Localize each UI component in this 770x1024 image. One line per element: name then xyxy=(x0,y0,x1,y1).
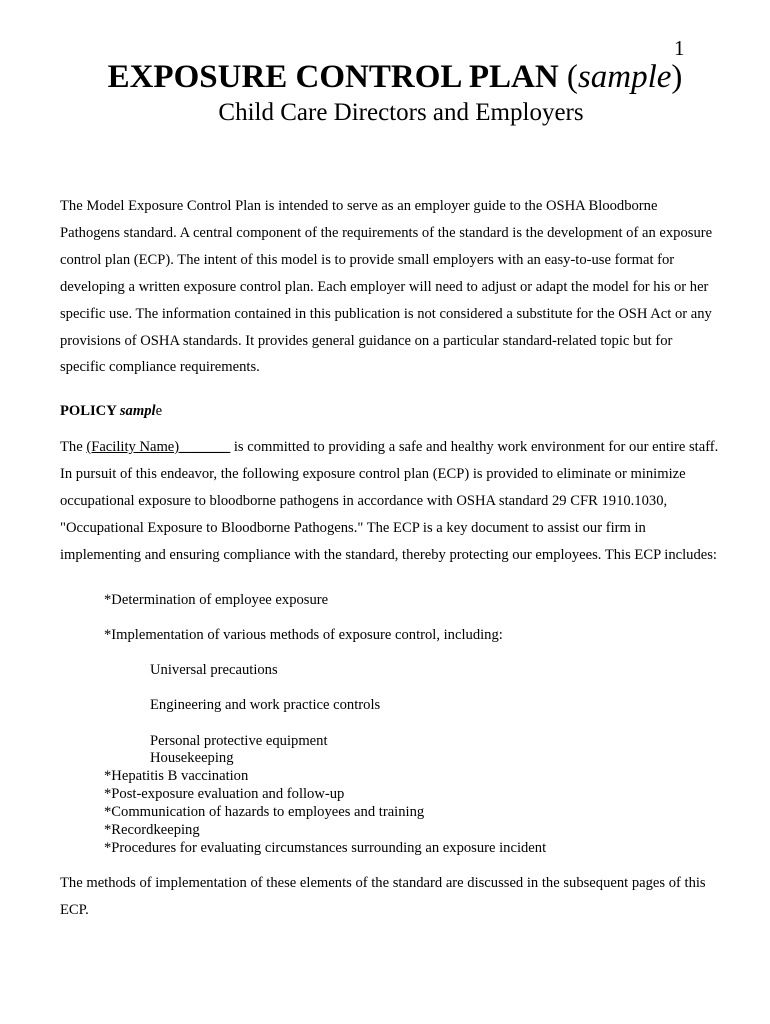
policy-line: The (Facility Name)_______ is committed to providing a safe and healthy work environment for our entire staff. xyxy=(60,439,719,455)
policy-line: "Occupational Exposure to Bloodborne Pathogens." The ECP is a key document to assist our firm in xyxy=(60,519,646,536)
intro-line: provisions of OSHA standards. It provides general guidance on a particular standard-related topic but for xyxy=(60,332,673,349)
facility-name-blank: (Facility Name)_______ xyxy=(86,439,231,455)
ecp-item-procedures: *Procedures for evaluating circumstances surrounding an exposure incident xyxy=(104,840,547,856)
ecp-subitem-engineering-controls: Engineering and work practice controls xyxy=(150,697,381,713)
policy-line: implementing and ensuring compliance with the standard, thereby protecting our employees. This ECP includes: xyxy=(60,546,717,563)
ecp-item-hepatitis-b: *Hepatitis B vaccination xyxy=(104,768,249,784)
intro-line: developing a written exposure control plan. Each employer will need to adjust or adapt the model for his or her xyxy=(60,278,709,295)
intro-line: specific use. The information contained in this publication is not considered a substitute for the OSH Act or any xyxy=(60,305,712,322)
policy-paragraph xyxy=(60,434,750,569)
closing-line: ECP. xyxy=(60,901,89,918)
ecp-subitem-universal-precautions: Universal precautions xyxy=(150,662,278,678)
policy-line: In pursuit of this endeavor, the following exposure control plan (ECP) is provided to eliminate or minimize xyxy=(60,465,686,482)
title-sample-word: sample xyxy=(577,59,672,95)
intro-line: specific compliance requirements. xyxy=(60,359,260,376)
intro-line: control plan (ECP). The intent of this model is to provide small employers with an easy-to-use format for xyxy=(60,251,675,268)
ecp-item-determination: *Determination of employee exposure xyxy=(104,592,329,608)
intro-paragraph xyxy=(60,193,750,381)
ecp-subitem-housekeeping: Housekeeping xyxy=(150,750,234,766)
closing-line: The methods of implementation of these elements of the standard are discussed in the subsequent pages of this xyxy=(60,875,706,891)
document-title xyxy=(0,58,770,96)
policy-heading: POLICY sample xyxy=(60,403,163,419)
ecp-item-post-exposure: *Post-exposure evaluation and follow-up xyxy=(104,786,345,802)
policy-line: occupational exposure to bloodborne pathogens in accordance with OSHA standard 29 CFR 1910.1030, xyxy=(60,492,668,509)
title-main: EXPOSURE CONTROL PLAN xyxy=(107,59,559,95)
ecp-item-communication: *Communication of hazards to employees and training xyxy=(104,804,425,820)
title-sample-qualifier: (sample) xyxy=(558,59,683,95)
ecp-item-recordkeeping: *Recordkeeping xyxy=(104,822,200,838)
intro-line: Pathogens standard. A central component of the requirements of the standard is the development of an exposure xyxy=(60,224,713,241)
page-number: 1 xyxy=(674,36,685,60)
document-subtitle: Child Care Directors and Employers xyxy=(218,99,584,126)
ecp-subitem-ppe: Personal protective equipment xyxy=(150,733,328,749)
ecp-item-implementation: *Implementation of various methods of exposure control, including: xyxy=(104,627,503,643)
closing-paragraph xyxy=(60,870,750,924)
intro-line: The Model Exposure Control Plan is intended to serve as an employer guide to the OSHA Bloodborne xyxy=(60,198,658,214)
